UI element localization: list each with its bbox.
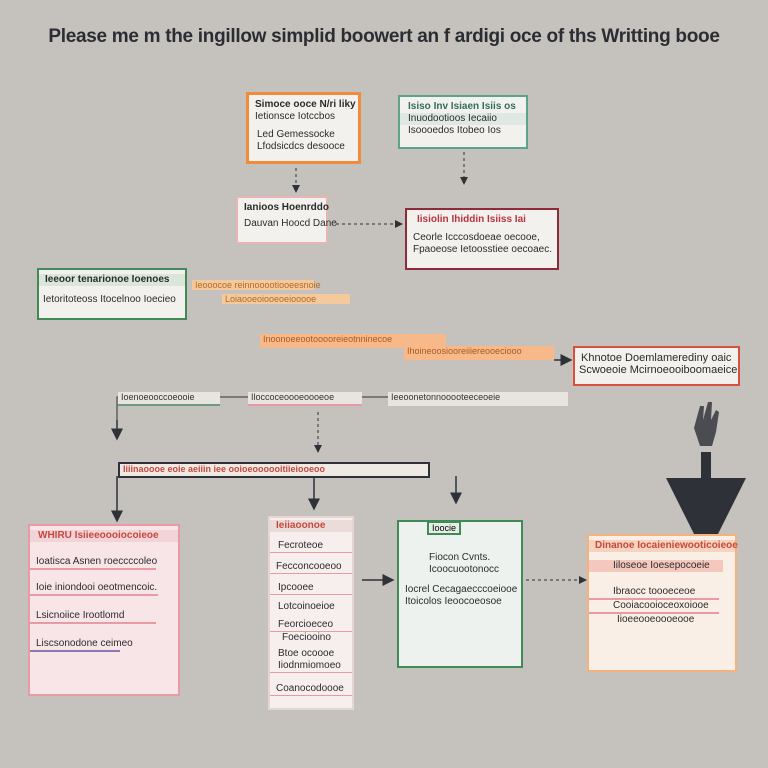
card-bottom-column-line: Btoe ocoooe [278, 648, 335, 659]
card-bottom-orange[interactable] [587, 534, 737, 672]
card-bottom-orange-line: Iioeeooeoooeooe [617, 614, 695, 625]
card-bottom-column-line: Fecroteoe [270, 540, 352, 553]
card-bottom-orange-header: Dinanoe Iocaieniewooticoieoe [589, 540, 735, 552]
card-mid-small-header: Ianioos Hoenrddo [244, 202, 329, 213]
card-bottom-green-line: Fiocon Cvnts. [429, 552, 491, 563]
card-bottom-orange-line: Ibraocc toooeceoe [589, 586, 719, 600]
card-bottom-orange-line: Iiloseoe Ioesepocoeie [589, 560, 723, 572]
card-right-red[interactable] [573, 346, 740, 386]
card-bottom-column-line: Feorcioeceo [270, 619, 352, 632]
card-bottom-pink-line: Lsicnoiice Irootlomd [30, 610, 156, 624]
card-bottom-orange-line: Cooiacooioceoxoiooe [589, 600, 719, 614]
card-right-red-line: Scwoeoie Mcirnoeooiboomaeice [579, 364, 738, 376]
hand-icon [694, 402, 719, 446]
card-top-right-header: Isiso Inv Isiaen Isiis os [408, 101, 516, 112]
card-bottom-pink-line: Ioie iniondooi oeotmencoic. [30, 582, 158, 596]
chip-dashed-orange-1: Ieooocoe reinnooootiooeesnoie [192, 280, 314, 290]
card-mid-small-line: Dauvan Hoocd Dane [244, 218, 337, 229]
card-bottom-pink[interactable] [28, 524, 180, 696]
card-left-green[interactable] [37, 268, 187, 320]
banner: Iiiinaoooe eoie aeiiin iee ooioeoooooitiieiooeoo [118, 462, 430, 478]
card-bottom-pink-line: Ioatisca Asnen roeccccoleo [30, 556, 156, 570]
card-bottom-column[interactable] [268, 516, 354, 710]
chip-mid-orange-2: Ihoineoosiooreiiiereooeciooo [404, 346, 554, 360]
card-bottom-column-line: Lotcoinoeioe [278, 601, 335, 612]
card-bottom-green-line: Icoocuootonocc [429, 564, 500, 575]
card-mid-red-line: Ceorle Icccosdoeae oecooe, [413, 232, 540, 243]
card-bottom-green-badge: Ioocie [427, 521, 461, 535]
card-left-green-header: Ieeoor tenarionoe Ioenoes [39, 274, 185, 286]
chip-dashed-orange-2: Loiaooeoiooeoeiooooe [222, 294, 350, 304]
card-mid-small[interactable] [236, 196, 337, 244]
card-bottom-green-line: Itoicolos Ieoocoeosoe [405, 596, 502, 607]
card-top-right-line: Isoooedos Itobeo Ios [408, 125, 501, 136]
card-mid-red-line: Fpaoeose Ietoosstiee oecoaec. [413, 244, 552, 255]
chip-row-c: Ieeoonetonnooooteeceoeie [388, 392, 568, 406]
card-top-left-line: Lfodsicdcs desooce [257, 141, 345, 152]
card-bottom-column-line: Coanocodoooe [270, 683, 352, 696]
card-bottom-pink-line: Liscsonodone ceimeo [30, 638, 120, 652]
card-mid-red[interactable] [405, 208, 559, 270]
card-top-left-header: Simoce ooce N/ri liky [255, 99, 356, 110]
card-top-left-line: Led Gemessocke [257, 129, 335, 140]
card-mid-red-header: Iisiolin Ihiddin Isiiss Iai [417, 214, 526, 225]
chip-mid-orange-1: Inoonoeeootooooreieotnninecoe [260, 334, 446, 348]
card-bottom-column-line: Fecconcooeoo [270, 561, 352, 574]
card-right-red-header: Khnotoe Doemlamerediny oaic [581, 352, 732, 364]
card-top-left[interactable] [246, 92, 361, 164]
card-top-left-line: Ietionsce Iotccbos [255, 111, 336, 122]
page-title: Please me m the ingillow simplid boowert an f ardigi oce of ths Writting booe [48, 26, 720, 47]
card-top-right-line: Inuodootioos Iecaiio [400, 113, 526, 125]
card-bottom-column-line: Iiodnmiomoeo [270, 660, 352, 673]
card-top-right[interactable] [398, 95, 528, 149]
card-bottom-pink-header: WHIRU Isiieeoooiocoieoe [30, 530, 178, 542]
chip-row-b: Iloccoceoooeoooeoe [248, 392, 362, 406]
card-bottom-green[interactable] [397, 520, 523, 668]
chip-row-a: Ioenoeooccoeooie [118, 392, 220, 406]
card-left-green-line: Ietoritoteoss Itocelnoo Ioecieo [43, 294, 176, 305]
card-bottom-column-line: Foeciooino [282, 632, 331, 643]
card-bottom-green-line: Iocrel Cecagaecccoeiooe [405, 584, 518, 595]
card-bottom-column-line: Ipcooee [270, 582, 352, 595]
card-bottom-column-header: Ieiiaoonoe [270, 520, 352, 532]
